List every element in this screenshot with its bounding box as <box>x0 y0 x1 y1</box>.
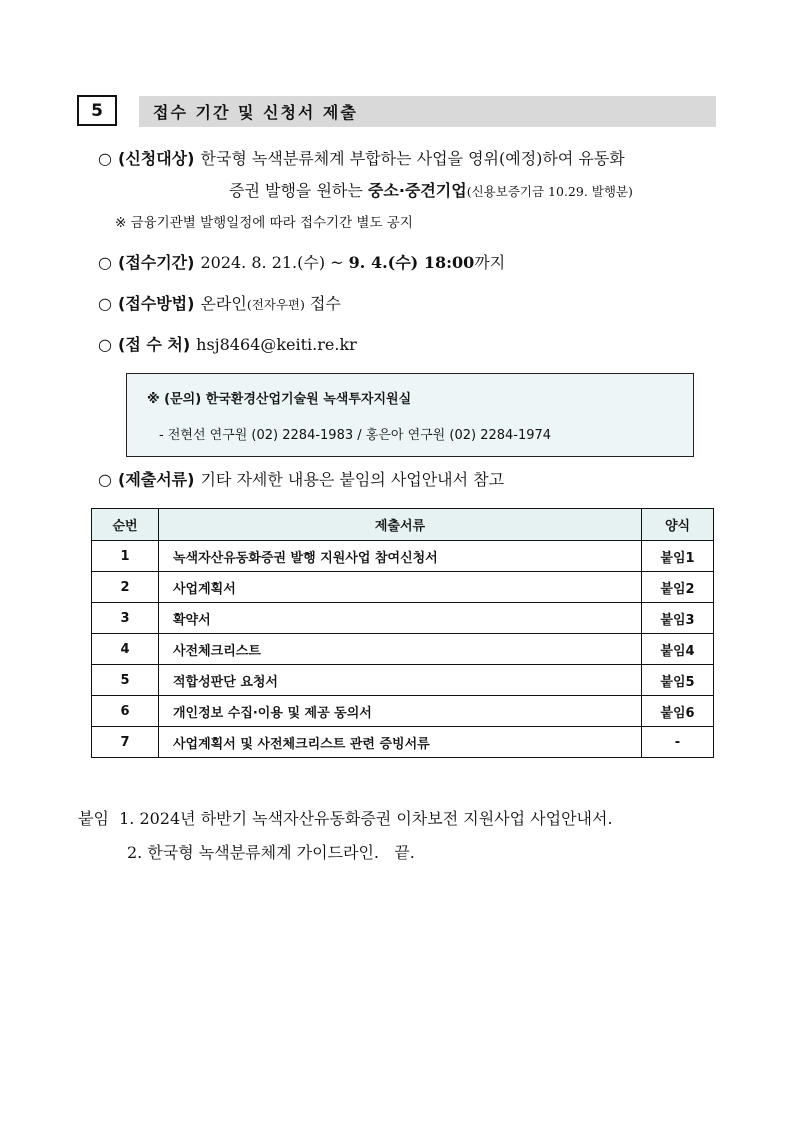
item-text: 온라인 <box>200 294 247 313</box>
row-number: 4 <box>92 634 159 665</box>
header-form: 양식 <box>642 509 714 541</box>
table-row <box>92 603 714 634</box>
attachment-item: 2. 한국형 녹색분류체계 가이드라인. <box>127 843 379 862</box>
attachment-end: 끝. <box>394 843 415 862</box>
item-method <box>98 293 341 316</box>
row-document: 적합성판단 요청서 <box>159 665 642 696</box>
item-target <box>98 148 625 170</box>
row-document: 녹색자산유동화증권 발행 지원사업 참여신청서 <box>159 541 642 572</box>
item-text: 증권 발행을 원하는 <box>229 181 368 200</box>
row-document: 사업계획서 및 사전체크리스트 관련 증빙서류 <box>159 727 642 758</box>
bullet-icon: ○ <box>98 294 112 313</box>
row-form: 붙임3 <box>642 603 714 634</box>
documents-table <box>91 508 714 758</box>
row-number: 2 <box>92 572 159 603</box>
bullet-icon: ○ <box>98 253 112 272</box>
period-start: 2024. 8. 21.(수) ~ <box>200 253 349 272</box>
item-label: (신청대상) <box>118 149 195 168</box>
row-document: 사업계획서 <box>159 572 642 603</box>
row-form: 붙임5 <box>642 665 714 696</box>
contact-box <box>126 373 694 457</box>
row-document: 개인정보 수집·이용 및 제공 동의서 <box>159 696 642 727</box>
item-emphasis: 중소·중견기업 <box>367 181 467 200</box>
item-text: 한국형 녹색분류체계 부합하는 사업을 영위(예정)하여 유동화 <box>200 149 625 168</box>
header-number: 순번 <box>92 509 159 541</box>
attachment-item: 1. 2024년 하반기 녹색자산유동화증권 이차보전 지원사업 사업안내서. <box>119 809 613 828</box>
item-period <box>98 252 505 274</box>
item-text: 기타 자세한 내용은 붙임의 사업안내서 참고 <box>200 470 505 489</box>
row-form: 붙임2 <box>642 572 714 603</box>
bullet-icon: ○ <box>98 335 112 354</box>
item-place <box>98 334 357 356</box>
row-form: 붙임4 <box>642 634 714 665</box>
row-form: 붙임1 <box>642 541 714 572</box>
table-row <box>92 696 714 727</box>
table-row <box>92 572 714 603</box>
bullet-icon: ○ <box>98 149 112 168</box>
row-form: 붙임6 <box>642 696 714 727</box>
email-link[interactable]: hsj8464@keiti.re.kr <box>196 335 357 354</box>
item-target-line2 <box>229 180 633 203</box>
item-small-text: (신용보증기금 10.29. 발행분) <box>466 184 633 199</box>
table-row <box>92 665 714 696</box>
row-number: 5 <box>92 665 159 696</box>
note: ※ 금융기관별 발행일정에 따라 접수기간 별도 공지 <box>115 215 413 231</box>
table-row <box>92 541 714 572</box>
attachment-line-2 <box>127 842 415 864</box>
attachment-line-1 <box>78 808 613 830</box>
table-row <box>92 727 714 758</box>
item-documents <box>98 469 504 491</box>
item-label: (접수방법) <box>118 294 195 313</box>
table-row <box>92 634 714 665</box>
item-label: (제출서류) <box>118 470 195 489</box>
item-text: 접수 <box>304 294 341 313</box>
item-small-text: (전자우편) <box>246 297 305 312</box>
header-document: 제출서류 <box>159 509 642 541</box>
contact-persons: - 전현선 연구원 (02) 2284-1983 / 홍은아 연구원 (02) 2284-1974 <box>159 428 552 443</box>
item-label: (접수기간) <box>118 253 195 272</box>
period-suffix: 까지 <box>474 253 506 272</box>
row-number: 6 <box>92 696 159 727</box>
contact-title: ※ (문의) 한국환경산업기술원 녹색투자지원실 <box>147 392 412 407</box>
section-number: 5 <box>77 95 117 126</box>
row-number: 3 <box>92 603 159 634</box>
section-title: 접수 기간 및 신청서 제출 <box>139 96 716 127</box>
row-form: - <box>642 727 714 758</box>
attachment-label: 붙임 <box>78 809 109 828</box>
period-end: 9. 4.(수) 18:00 <box>348 253 475 272</box>
item-label: (접 수 처) <box>118 335 191 354</box>
row-number: 1 <box>92 541 159 572</box>
bullet-icon: ○ <box>98 470 112 489</box>
row-document: 확약서 <box>159 603 642 634</box>
row-number: 7 <box>92 727 159 758</box>
table-header-row <box>92 509 714 541</box>
row-document: 사전체크리스트 <box>159 634 642 665</box>
